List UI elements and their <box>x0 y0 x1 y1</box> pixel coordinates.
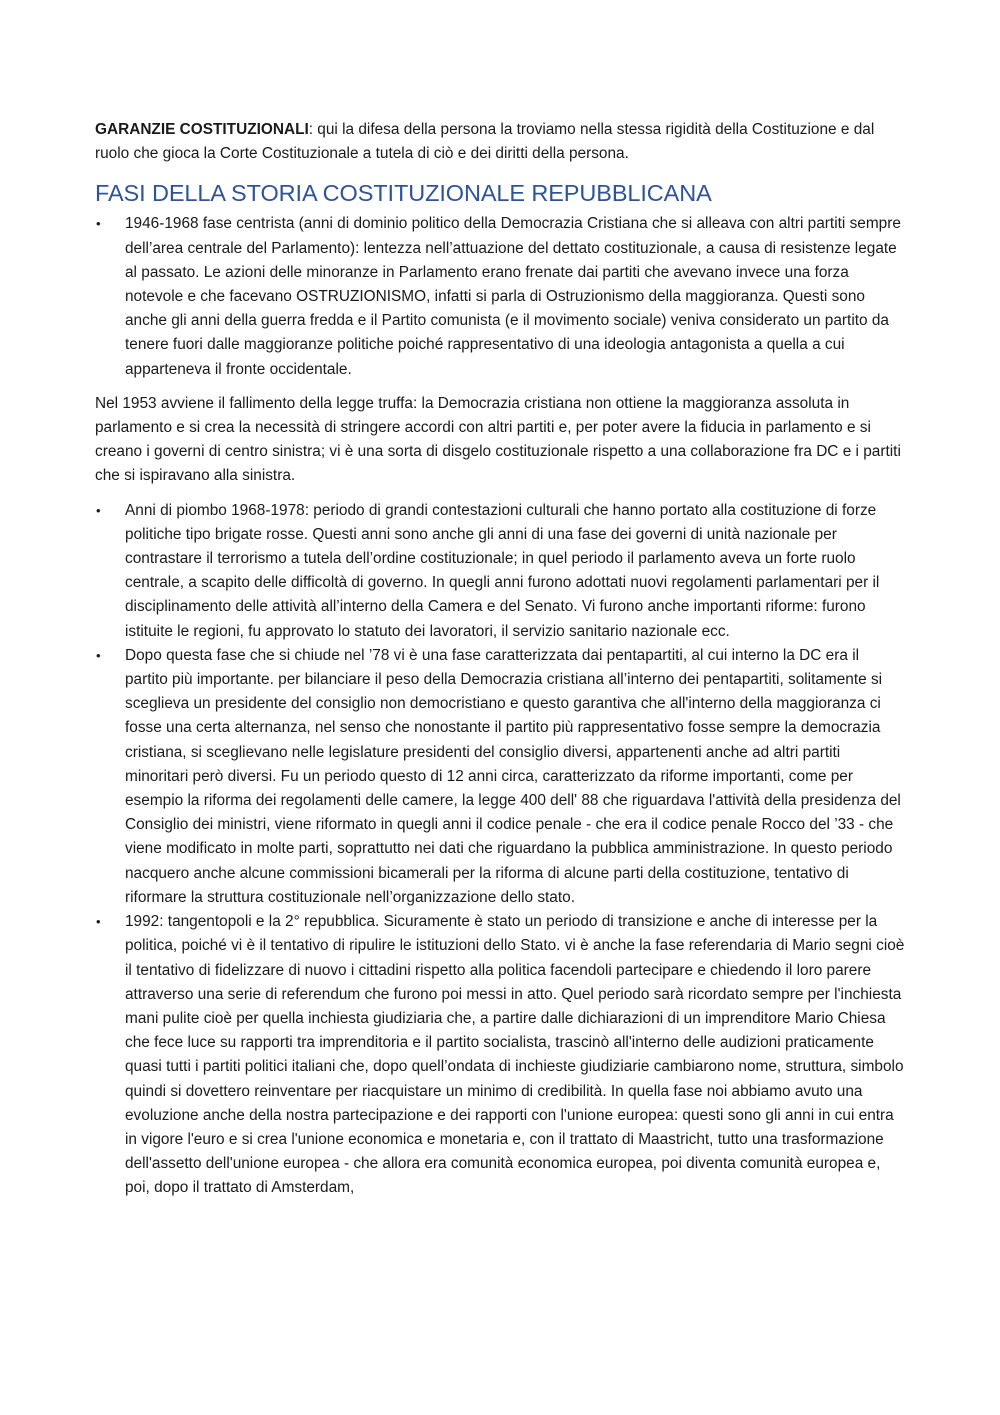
intro-paragraph <box>95 118 905 166</box>
list-item-text: Anni di piombo 1968-1978: periodo di grandi contestazioni culturali che hanno portato alla costituzione di forze politiche tipo brigate rosse. Questi anni sono anche gli anni di una fase dei governi di unità nazionale per contrastare il terrorismo a tutela dell’ordine costituzionale; in quel periodo il parlamento aveva un forte ruolo centrale, a scapito delle difficoltà di governo. In quegli anni furono adottati nuovi regolamenti parlamentari per il disciplinamento delle attività all’interno della Camera e del Senato. Vi furono anche importanti riforme: furono istituite le regioni, fu approvato lo statuto dei lavoratori, il servizio sanitario nazionale ecc. <box>125 501 880 640</box>
intro-text: : qui la difesa della persona la troviamo nella stessa rigidità della Costituzione e dal ruolo che gioca la Corte Costituzionale a tutela di ciò e dei diritti della persona. <box>95 121 875 163</box>
intro-term: GARANZIE COSTITUZIONALI <box>95 121 309 138</box>
list-item-text: 1946-1968 fase centrista (anni di dominio politico della Democrazia Cristiana che si alleava con altri partiti sempre dell’area centrale del Parlamento): lentezza nell’attuazione del dettato costituzionale, a causa di resistenze legate al passato. Le azioni delle minoranze in Parlamento erano frenate dai partiti che avevano invece una forza notevole e che facevano OSTRUZIONISMO, infatti si parla di Ostruzionismo della maggioranza. Questi sono anche gli anni della guerra fredda e il Partito comunista (e il movimento sociale) veniva considerato un partito da tenere fuori dalle maggioranze politiche poiché rappresentativo di una ideologia antagonista a quella a cui apparteneva il fronte occidentale. <box>125 215 901 378</box>
bullet-icon: • <box>96 914 101 930</box>
bullet-icon: • <box>96 647 101 663</box>
list-item-text: Dopo questa fase che si chiude nel ’78 vi è una fase caratterizzata dai pentapartiti, al cui interno la DC era il partito più importante. per bilanciare il peso della Democrazia cristiana all’interno dei pentapartiti, solitamente si sceglieva un presidente del consiglio non democristiano e questo garantiva che all'interno della maggioranza ci fosse una certa alternanza, nel senso che nonostante il partito più rappresentativo fosse sempre la democrazia cristiana, si sceglievano nelle legislature presidenti del consiglio diversi, appartenenti anche ad altri partiti minoritari però diversi. Fu un periodo questo di 12 anni circa, caratterizzato da riforme importanti, come per esempio la riforma dei regolamenti delle camere, la legge 400 dell' 88 che riguardava l'attività della presidenza del Consiglio dei ministri, viene riformato in quegli anni il codice penale - che era il codice penale Rocco del ’33 - che viene modificato in molte parti, soprattutto nei dati che riguardano la pubblica amministrazione. In questo periodo nacquero anche alcune commissioni bicamerali per la riforma di alcune parti della costituzione, tentativo di riformare la struttura costituzionale nell’organizzazione dello stato. <box>125 646 901 906</box>
list-item-tangentopoli <box>95 910 905 1200</box>
list-item-text: 1992: tangentopoli e la 2° repubblica. Sicuramente è stato un periodo di transizione e anche di interesse per la politica, poiché vi è il tentativo di ripulire le istituzioni dello Stato. vi è anche la fase referendaria di Mario segni cioè il tentativo di fidelizzare di nuovo i cittadini rispetto alla politica facendoli partecipare e chiedendo il loro parere attraverso una serie di referendum che furono poi messi in atto. Quel periodo sarà ricordato sempre per l'inchiesta mani pulite cioè per quella inchiesta giudiziaria che, a partire dalle dichiarazioni di un imprenditore Mario Chiesa che fece luce su rapporti tra imprenditoria e il partito socialista, trascinò all'interno delle audizioni praticamente quasi tutti i partiti politici italiani che, dopo quell’ondata di inchieste giudiziarie cambiarono nome, struttura, simbolo quindi si dovettero reinventare per riacquistare un minimo di credibilità. In quella fase noi abbiamo avuto una evoluzione anche della nostra partecipazione e dei rapporti con l'unione europea: questi sono gli anni in cui entra in vigore l'euro e si crea l'unione economica e monetaria e, con il trattato di Maastricht, tutto una trasformazione dell'assetto dell'unione europea - che allora era comunità economica europea, poi diventa comunità europea e, poi, dopo il trattato di Amsterdam, <box>125 913 905 1197</box>
bullet-icon: • <box>96 502 101 518</box>
phase-list-1 <box>95 212 905 381</box>
list-item-anni-di-piombo <box>95 499 905 644</box>
section-heading: FASI DELLA STORIA COSTITUZIONALE REPUBBLICANA <box>95 180 712 207</box>
list-item-pentapartiti <box>95 644 905 910</box>
paragraph-1953: Nel 1953 avviene il fallimento della legge truffa: la Democrazia cristiana non ottiene la maggioranza assoluta in parlamento e si crea la necessità di stringere accordi con altri partiti e, per poter avere la fiducia in parlamento e si creano i governi di centro sinistra; vi è una sorta di disgelo costituzionale rispetto a una collaborazione fra DC e i partiti che si ispiravano alla sinistra. <box>95 394 901 485</box>
phase-list-2 <box>95 499 905 1201</box>
bullet-icon: • <box>96 216 101 232</box>
list-item-centrist <box>95 212 905 381</box>
document-page <box>95 118 905 1201</box>
